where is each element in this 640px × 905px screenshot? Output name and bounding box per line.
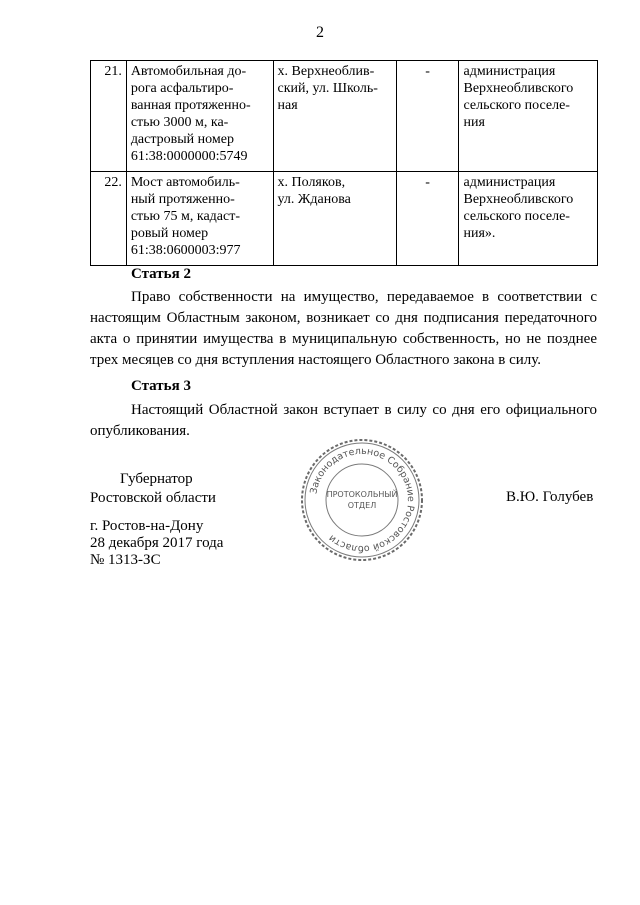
date: 28 декабря 2017 года <box>90 535 224 551</box>
law-number: № 1313-ЗС <box>90 552 161 568</box>
table-row <box>91 61 598 172</box>
object-address: х. Поляков, ул. Жданова <box>273 172 396 266</box>
article-2-title: Статья 2 <box>131 266 191 282</box>
empty-cell-dash: - <box>396 172 459 266</box>
table-row <box>91 172 598 266</box>
row-number: 21. <box>91 61 127 172</box>
stamp-center-line-1: ПРОТОКОЛЬНЫЙ <box>326 490 398 499</box>
place: г. Ростов-на-Дону <box>90 518 204 534</box>
article-3-title: Статья 3 <box>131 378 191 394</box>
article-3-text: Настоящий Областной закон вступает в силу со дня его официального опубликования. <box>90 402 597 439</box>
place-date-number <box>90 518 223 569</box>
property-table <box>90 60 598 266</box>
page-number: 2 <box>316 24 324 41</box>
object-description: Мост автомобиль- ный протяженно- стью 75 м, кадаст- ровый номер 61:38:0600003:977 <box>126 172 273 266</box>
object-description: Автомобильная до- рога асфальтиро- ванная протяженно- стью 3000 м, ка- дастровый номер 61:38:0000000:5749 <box>126 61 273 172</box>
svg-text:Законодательное Собрание Росто <box>308 446 416 554</box>
object-address: х. Верхнеоблив- ский, ул. Школь- ная <box>273 61 396 172</box>
empty-cell-dash: - <box>396 61 459 172</box>
stamp-center-line-2: ОТДЕЛ <box>347 501 377 510</box>
recipient: администрация Верхнеобливского сельского поселе- ния». <box>459 172 598 266</box>
recipient: администрация Верхнеобливского сельского поселе- ния <box>459 61 598 172</box>
official-stamp <box>298 436 426 564</box>
stamp-ring-text: Законодательное Собрание Ростовской области <box>308 445 417 555</box>
signatory-title: Губернатор Ростовской области <box>90 471 216 506</box>
row-number: 22. <box>91 172 127 266</box>
signatory-name: В.Ю. Голубев <box>506 489 594 505</box>
article-2-text: Право собственности на имущество, передаваемое в соответствии с настоящим Областным законом, возникает со дня подписания передаточного акта о принятии имущества в муниципальную собственность, но не позднее трех месяцев со дня вступления настоящего Областного закона в силу. <box>90 289 597 368</box>
